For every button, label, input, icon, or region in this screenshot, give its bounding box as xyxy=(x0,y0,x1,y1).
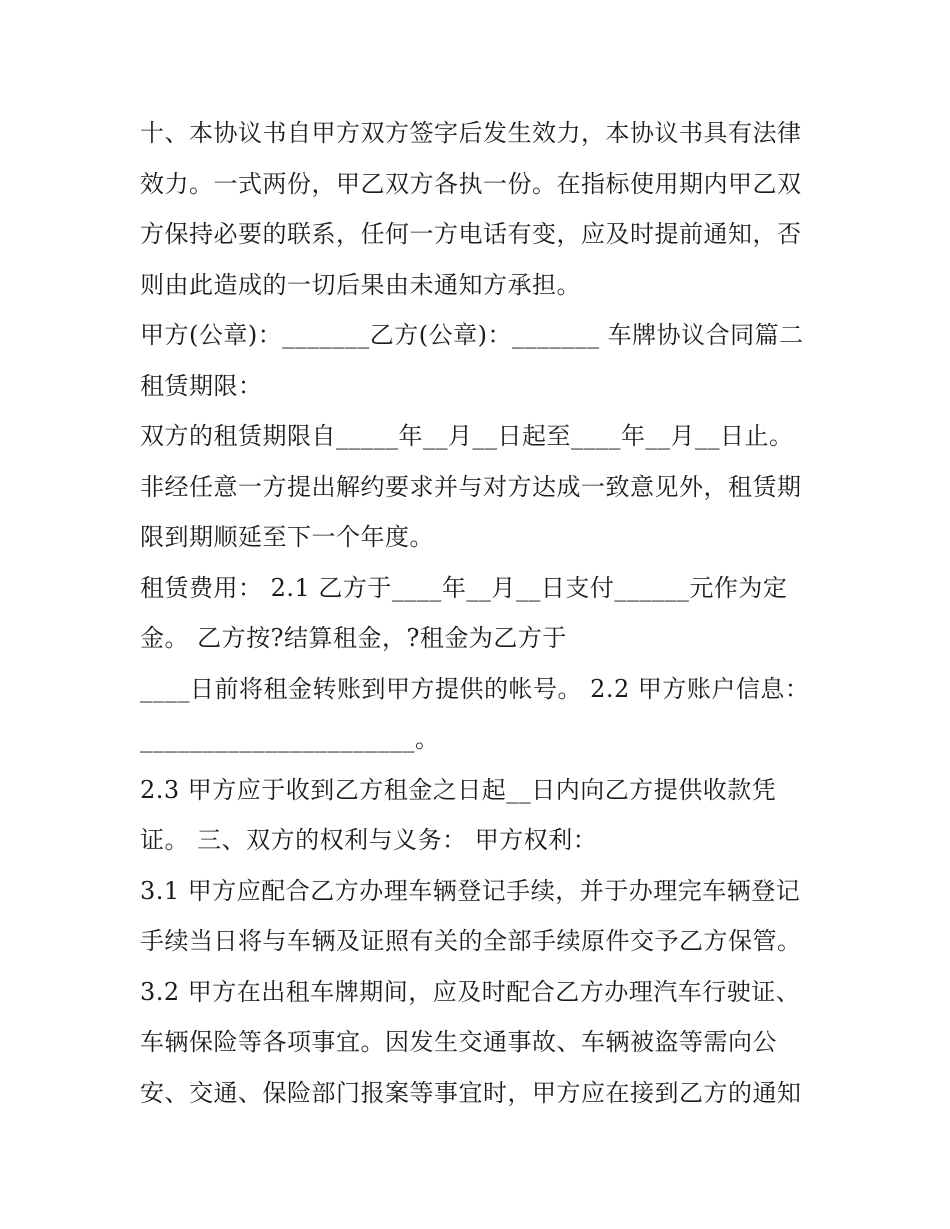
signature-line: 甲方(公章)：_______乙方(公章)：_______ 车牌协议合同篇二 xyxy=(140,321,804,349)
text-line: 租赁费用： 2.1 乙方于____年__月__日支付______元作为定 xyxy=(140,573,788,602)
text-line: 方保持必要的联系，任何一方电话有变，应及时提前通知，否 xyxy=(140,220,802,248)
text-line: 则由此造成的一切后果由未通知方承担。 xyxy=(140,270,581,299)
text-line: ______________________。 xyxy=(140,725,440,753)
text-line: 3.2 甲方在出租车牌期间，应及时配合乙方办理汽车行驶证、 xyxy=(140,977,801,1006)
text-line: 证。 三、双方的权利与义务： 甲方权利： xyxy=(140,826,598,854)
text-line: 车辆保险等各项事宜。因发生交通事故、车辆被盗等需向公 xyxy=(140,1028,777,1056)
section-heading: 租赁期限： xyxy=(140,371,263,400)
text-line: 效力。一式两份，甲乙双方各执一份。在指标使用期内甲乙双 xyxy=(140,169,802,198)
text-line: 非经任意一方提出解约要求并与对方达成一致意见外，租赁期 xyxy=(140,472,802,501)
text-line: 金。 乙方按?结算租金，?租金为乙方于 xyxy=(140,624,567,652)
document-body xyxy=(140,108,830,1118)
text-line: 限到期顺延至下一个年度。 xyxy=(140,523,434,551)
text-line: 3.1 甲方应配合乙方办理车辆登记手续，并于办理完车辆登记 xyxy=(140,876,801,905)
text-line: 十、本协议书自甲方双方签字后发生效力，本协议书具有法律 xyxy=(140,119,802,147)
text-line: 安、交通、保险部门报案等事宜时，甲方应在接到乙方的通知 xyxy=(140,1078,802,1107)
text-line: 手续当日将与车辆及证照有关的全部手续原件交予乙方保管。 xyxy=(140,927,802,955)
text-line: 2.3 甲方应于收到乙方租金之日起__日内向乙方提供收款凭 xyxy=(140,775,777,804)
text-line: 双方的租赁期限自_____年__月__日起至____年__月__日止。 xyxy=(140,422,794,450)
text-line: ____日前将租金转账到甲方提供的帐号。 2.2 甲方账户信息： xyxy=(140,674,810,703)
